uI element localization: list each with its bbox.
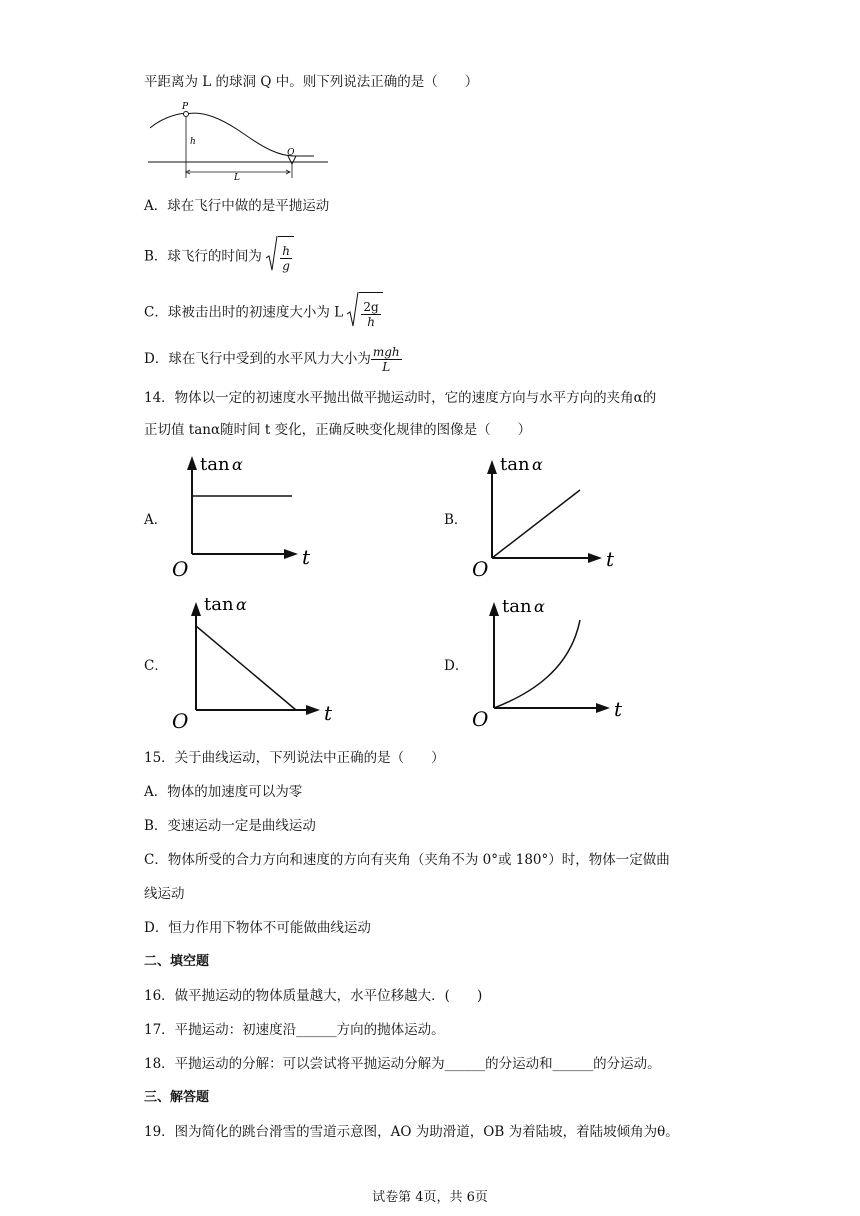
q18: 18．平抛运动的分解：可以尝试将平抛运动分解为______的分运动和______的分运动。: [144, 1056, 661, 1072]
q17: 17．平抛运动：初速度沿______方向的抛体运动。: [144, 1022, 445, 1038]
graph-d-alpha: α: [534, 597, 545, 616]
sqrt-symbol: [266, 236, 294, 278]
q15-option-c-line1: C．物体所受的合力方向和速度的方向有夹角（夹角不为 0°或 180°）时，物体一定做曲: [144, 852, 670, 868]
graph-d-xlabel: t: [614, 697, 623, 721]
q14-option-c-label: C．: [144, 658, 168, 674]
graph-d-origin: O: [472, 707, 489, 730]
q13-stem-tail: 平距离为 L 的球洞 Q 中。则下列说法正确的是（ ）: [144, 74, 479, 90]
q13-option-b: [144, 236, 294, 278]
q13-c-numerator: 2g: [363, 300, 379, 314]
sqrt-symbol: [347, 292, 382, 334]
graph-b-xlabel: t: [606, 547, 615, 571]
graph-c-xlabel: t: [324, 701, 333, 725]
q13-label-q: Q: [287, 148, 295, 158]
q14-graph-b: [470, 450, 630, 580]
graph-c-ylabel: tan: [204, 594, 234, 615]
q15-option-c-line2: 线运动: [144, 886, 185, 902]
q13-label-l: L: [234, 173, 240, 180]
q14-graph-a: [170, 450, 330, 580]
q13-option-d: [144, 342, 402, 376]
q13-b-numerator: h: [282, 244, 290, 258]
graph-a-ylabel: tan: [200, 454, 230, 475]
q13-b-denominator: g: [282, 259, 290, 273]
section-answer-heading: 三、解答题: [144, 1090, 210, 1105]
q14-graph-c: [170, 590, 340, 730]
q13-golf-figure: [144, 100, 344, 180]
page-footer: 试卷第 4页，共 6页: [372, 1190, 488, 1205]
q13-d-numerator: mgh: [372, 345, 400, 359]
graph-b-origin: O: [472, 557, 489, 580]
q13-option-d-text: D．球在飞行中受到的水平风力大小为: [144, 351, 371, 367]
q14-option-b-label: B．: [444, 512, 468, 528]
q15-option-d: D．恒力作用下物体不可能做曲线运动: [144, 920, 371, 936]
graph-d-ylabel: tan: [502, 596, 532, 617]
graph-b-alpha: α: [532, 455, 543, 474]
graph-a-origin: O: [172, 557, 189, 580]
q14-stem-line2: 正切值 tanα随时间 t 变化，正确反映变化规律的图像是（ ）: [144, 422, 532, 438]
q13-option-a: A．球在飞行中做的是平抛运动: [144, 198, 330, 214]
graph-c-origin: O: [172, 709, 189, 730]
section-fill-in-heading: 二、填空题: [144, 954, 210, 969]
q19: 19．图为简化的跳台滑雪的雪道示意图，AO 为助滑道，OB 为着陆坡，着陆坡倾角为θ。: [144, 1124, 679, 1140]
q14-option-a-label: A．: [144, 512, 168, 528]
q13-option-b-text: B．球飞行的时间为: [144, 248, 262, 265]
q14-stem-line1: 14．物体以一定的初速度水平抛出做平抛运动时，它的速度方向与水平方向的夹角α的: [144, 390, 657, 406]
q16: 16．做平抛运动的物体质量越大，水平位移越大．( ): [144, 988, 483, 1004]
q13-option-c: [144, 292, 383, 334]
q15-option-a: A．物体的加速度可以为零: [144, 784, 303, 800]
q13-option-c-text: C．球被击出时的初速度大小为 L: [144, 304, 344, 321]
graph-b-ylabel: tan: [500, 454, 530, 475]
graph-a-alpha: α: [232, 455, 243, 474]
q14-graph-d: [470, 590, 640, 730]
q15-option-b: B．变速运动一定是曲线运动: [144, 818, 316, 834]
q13-c-denominator: h: [367, 315, 375, 329]
q14-option-d-label: D．: [444, 658, 469, 674]
graph-a-xlabel: t: [302, 545, 311, 569]
q15-stem: 15．关于曲线运动，下列说法中正确的是（ ）: [144, 750, 445, 766]
q13-label-p: P: [182, 102, 189, 112]
q13-d-denominator: L: [382, 360, 391, 374]
q13-label-h: h: [190, 137, 196, 147]
graph-c-alpha: α: [236, 595, 247, 614]
